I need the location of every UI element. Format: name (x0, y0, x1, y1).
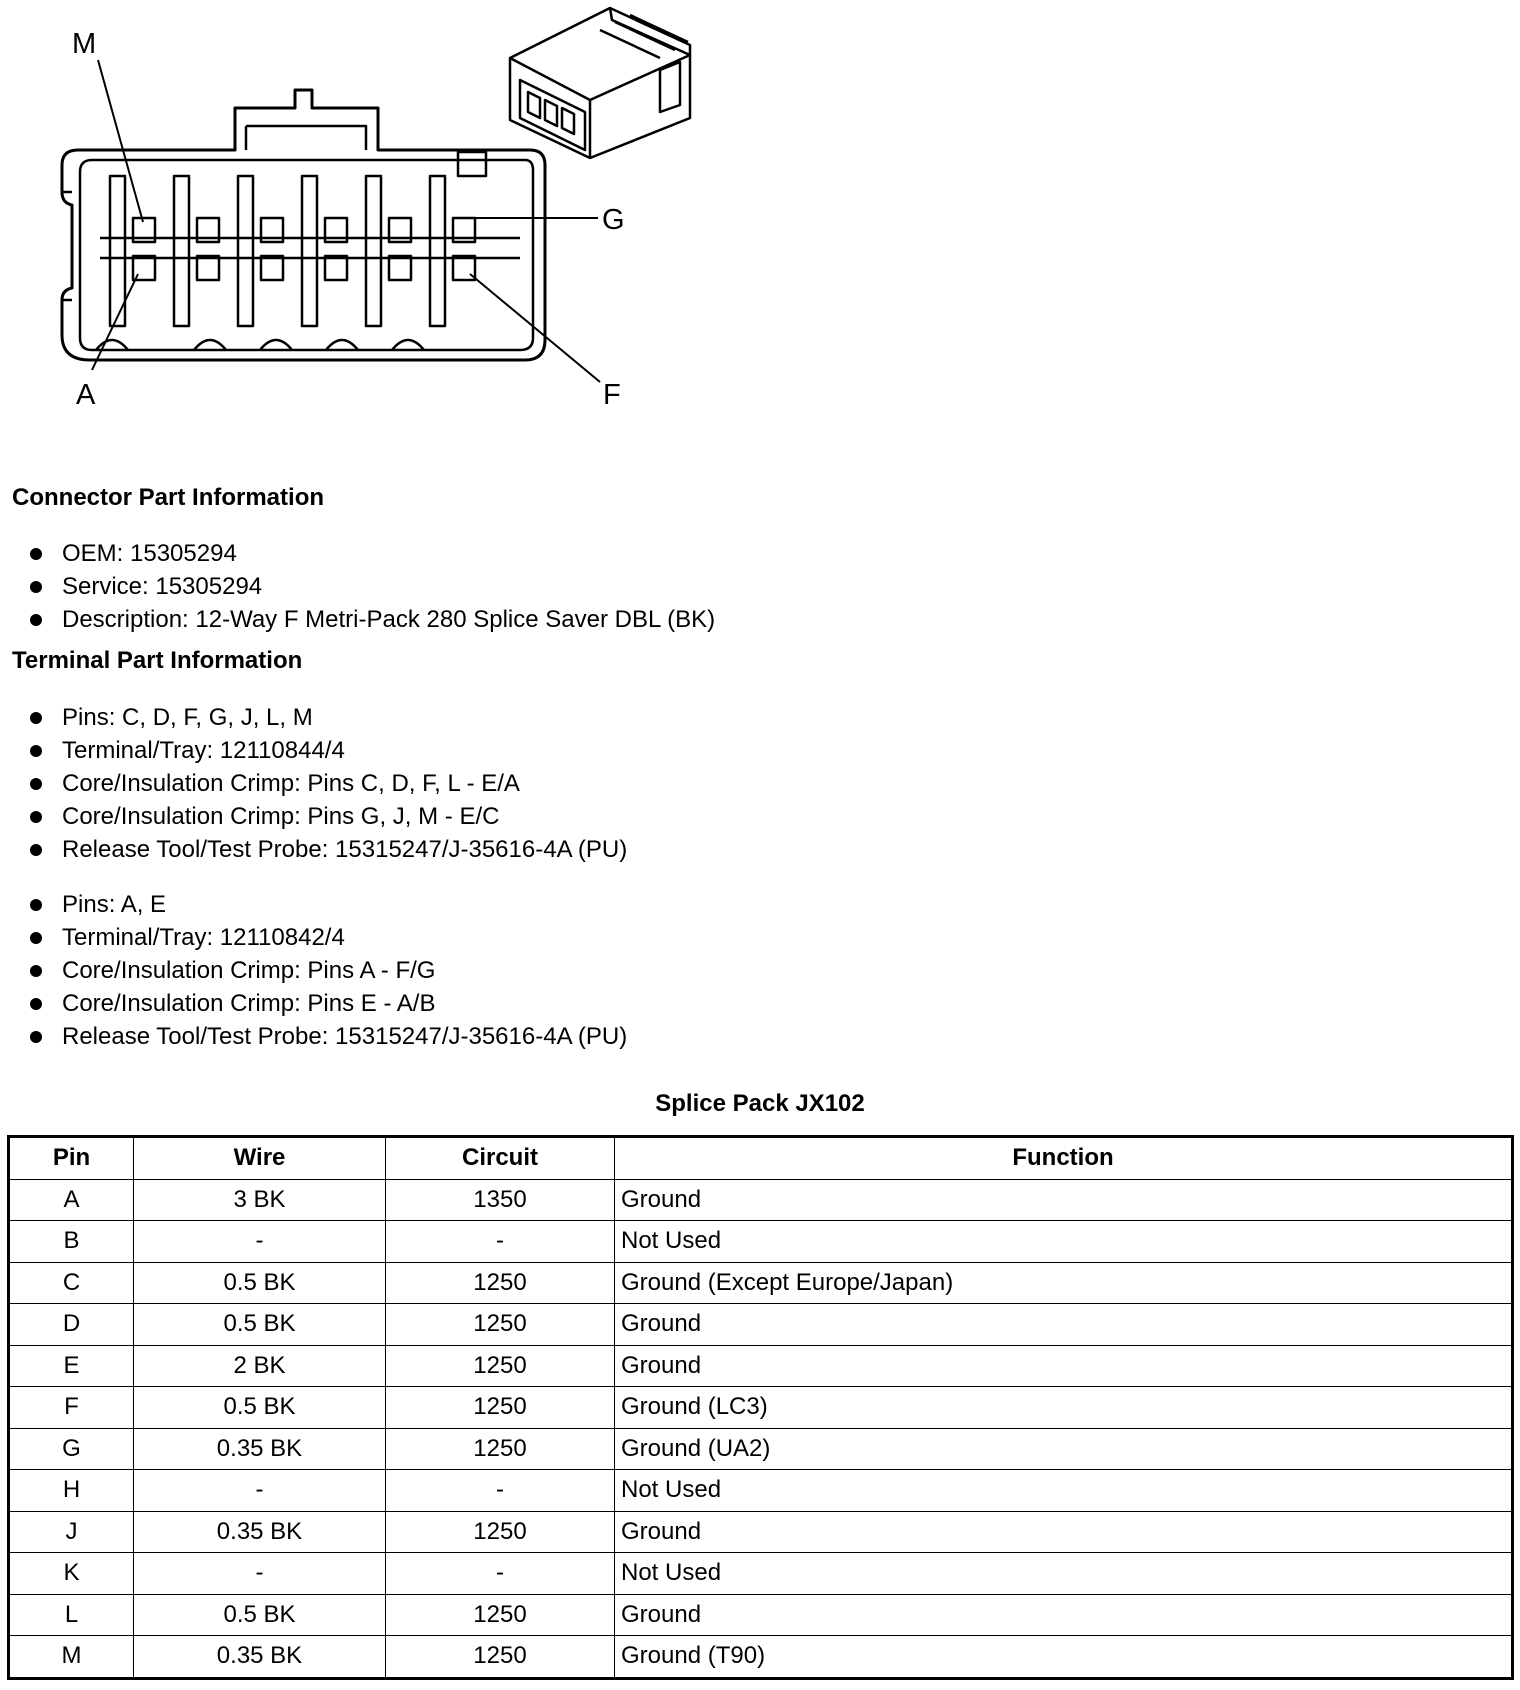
cell-function: Not Used (615, 1553, 1513, 1595)
table-row (9, 1345, 1513, 1387)
column-header-wire: Wire (134, 1137, 386, 1180)
label-m: M (72, 28, 97, 60)
cell-wire: 0.5 BK (134, 1262, 386, 1304)
bullet-icon (30, 811, 42, 823)
cell-function: Ground (615, 1594, 1513, 1636)
table-row (9, 1387, 1513, 1429)
terminal-part-list-2 (30, 888, 627, 1053)
cell-pin: H (9, 1470, 134, 1512)
bullet-icon (30, 844, 42, 856)
list-item: Terminal/Tray: 12110842/4 (30, 921, 627, 954)
cell-circuit: - (386, 1221, 615, 1263)
cell-function: Ground (615, 1511, 1513, 1553)
cell-wire: 0.35 BK (134, 1636, 386, 1679)
list-item: Pins: C, D, F, G, J, L, M (30, 701, 627, 734)
cell-wire: 0.35 BK (134, 1428, 386, 1470)
bullet-icon (30, 899, 42, 911)
cell-pin: G (9, 1428, 134, 1470)
cell-pin: L (9, 1594, 134, 1636)
list-item: Description: 12-Way F Metri-Pack 280 Splice Saver DBL (BK) (30, 603, 715, 636)
list-item: Release Tool/Test Probe: 15315247/J-35616-4A (PU) (30, 833, 627, 866)
bullet-icon (30, 965, 42, 977)
cell-wire: 0.5 BK (134, 1304, 386, 1346)
list-item: Terminal/Tray: 12110844/4 (30, 734, 627, 767)
table-row (9, 1428, 1513, 1470)
table-row (9, 1221, 1513, 1263)
bullet-icon (30, 998, 42, 1010)
list-item: Release Tool/Test Probe: 15315247/J-35616-4A (PU) (30, 1020, 627, 1053)
cell-function: Not Used (615, 1470, 1513, 1512)
terminal-part-heading: Terminal Part Information (12, 647, 303, 674)
cell-function: Ground (615, 1179, 1513, 1221)
table-title: Splice Pack JX102 (655, 1090, 865, 1117)
cell-circuit: 1250 (386, 1428, 615, 1470)
list-item: Core/Insulation Crimp: Pins E - A/B (30, 987, 627, 1020)
cell-wire: 0.35 BK (134, 1511, 386, 1553)
bullet-icon (30, 548, 42, 560)
table-body (9, 1179, 1513, 1678)
cell-function: Ground (LC3) (615, 1387, 1513, 1429)
list-item: Core/Insulation Crimp: Pins C, D, F, L - E/A (30, 767, 627, 800)
cell-circuit: 1250 (386, 1636, 615, 1679)
cell-function: Ground (T90) (615, 1636, 1513, 1679)
cell-pin: D (9, 1304, 134, 1346)
cell-pin: C (9, 1262, 134, 1304)
cell-circuit: 1250 (386, 1262, 615, 1304)
list-item: Core/Insulation Crimp: Pins G, J, M - E/C (30, 800, 627, 833)
bullet-icon (30, 932, 42, 944)
cell-wire: - (134, 1221, 386, 1263)
table-row (9, 1179, 1513, 1221)
cell-pin: K (9, 1553, 134, 1595)
cell-wire: 0.5 BK (134, 1387, 386, 1429)
label-a: A (76, 379, 96, 411)
cell-circuit: 1250 (386, 1345, 615, 1387)
cell-circuit: 1250 (386, 1387, 615, 1429)
list-item: Pins: A, E (30, 888, 627, 921)
cell-circuit: 1350 (386, 1179, 615, 1221)
connector-part-heading: Connector Part Information (12, 484, 325, 511)
list-item: Core/Insulation Crimp: Pins A - F/G (30, 954, 627, 987)
bullet-icon (30, 1031, 42, 1043)
list-item: Service: 15305294 (30, 570, 715, 603)
table-row (9, 1511, 1513, 1553)
cell-wire: 3 BK (134, 1179, 386, 1221)
bullet-icon (30, 778, 42, 790)
cell-wire: 2 BK (134, 1345, 386, 1387)
table-row (9, 1553, 1513, 1595)
table-row (9, 1304, 1513, 1346)
cell-function: Not Used (615, 1221, 1513, 1263)
bullet-icon (30, 581, 42, 593)
cell-wire: - (134, 1470, 386, 1512)
terminal-part-list-1 (30, 701, 627, 866)
cell-wire: 0.5 BK (134, 1594, 386, 1636)
cell-function: Ground (615, 1345, 1513, 1387)
cell-function: Ground (Except Europe/Japan) (615, 1262, 1513, 1304)
cell-circuit: 1250 (386, 1511, 615, 1553)
cell-pin: A (9, 1179, 134, 1221)
connector-part-list (30, 537, 715, 636)
bullet-icon (30, 712, 42, 724)
cell-circuit: - (386, 1470, 615, 1512)
table-row (9, 1262, 1513, 1304)
splice-pack-table (7, 1135, 1514, 1680)
cell-circuit: - (386, 1553, 615, 1595)
bullet-icon (30, 614, 42, 626)
cell-pin: E (9, 1345, 134, 1387)
table-row (9, 1594, 1513, 1636)
connector-diagram (0, 0, 720, 420)
column-header-function: Function (615, 1137, 1513, 1180)
column-header-circuit: Circuit (386, 1137, 615, 1180)
cell-pin: J (9, 1511, 134, 1553)
cell-circuit: 1250 (386, 1594, 615, 1636)
list-item: OEM: 15305294 (30, 537, 715, 570)
cell-pin: B (9, 1221, 134, 1263)
cell-wire: - (134, 1553, 386, 1595)
table-row (9, 1636, 1513, 1679)
cell-function: Ground (UA2) (615, 1428, 1513, 1470)
cell-pin: F (9, 1387, 134, 1429)
bullet-icon (30, 745, 42, 757)
label-g: G (602, 204, 625, 236)
label-f: F (603, 379, 621, 411)
connector-isometric-icon (510, 8, 690, 158)
cell-circuit: 1250 (386, 1304, 615, 1346)
cell-pin: M (9, 1636, 134, 1679)
cell-function: Ground (615, 1304, 1513, 1346)
table-row (9, 1470, 1513, 1512)
column-header-pin: Pin (9, 1137, 134, 1180)
table-header-row (9, 1137, 1513, 1180)
